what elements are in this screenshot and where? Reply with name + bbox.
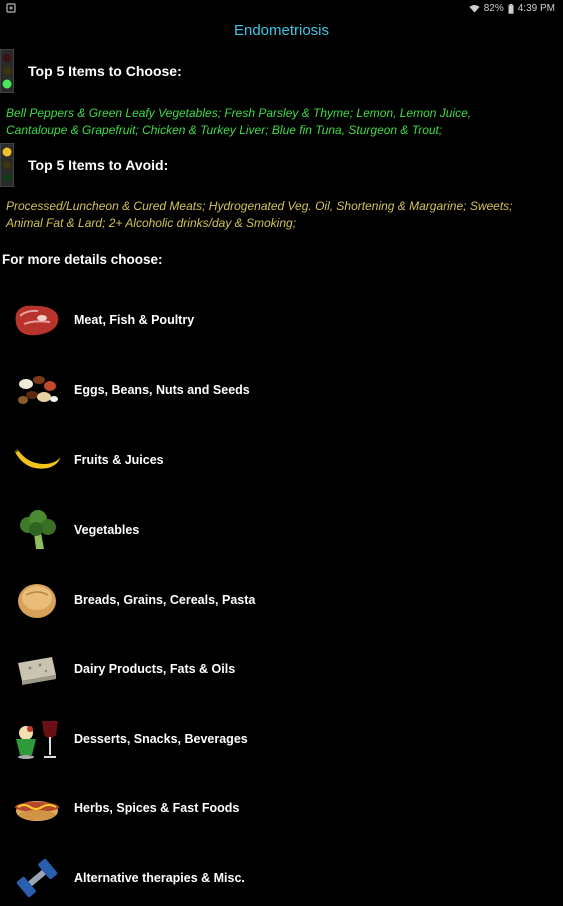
choose-list [6,105,556,139]
avoid-list [6,198,556,232]
category-vegetables[interactable] [0,502,563,558]
category-label: Vegetables [74,523,140,537]
bread-icon [10,577,64,623]
choose-header [0,48,182,94]
avoid-header [0,142,168,188]
status-bar [0,0,563,18]
category-meat-fish-poultry[interactable] [0,292,563,348]
category-label: Breads, Grains, Cereals, Pasta [74,593,256,607]
category-eggs-beans-nuts[interactable] [0,362,563,418]
category-label: Meat, Fish & Poultry [74,313,195,327]
category-label: Dairy Products, Fats & Oils [74,662,236,676]
avoid-line-2: Animal Fat & Lard; 2+ Alcoholic drinks/day & Smoking; [6,216,297,230]
meat-icon [10,297,64,343]
dumbbell-icon [10,855,64,901]
category-label: Fruits & Juices [74,453,164,467]
battery-percent: 82% [483,3,504,14]
wifi-icon [469,4,480,13]
dessert-icon [10,716,64,762]
category-dairy-fats-oils[interactable] [0,641,563,697]
category-label: Alternative therapies & Misc. [74,871,245,885]
choose-line-2: Cantaloupe & Grapefruit; Chicken & Turkey Liver; Blue fin Tuna, Sturgeon & Trout; [6,123,443,137]
choose-heading: Top 5 Items to Choose: [28,63,182,79]
hotdog-icon [10,785,64,831]
category-label: Desserts, Snacks, Beverages [74,732,248,746]
app-notification-icon [6,3,16,13]
app-title: Endometriosis [233,22,330,39]
broccoli-icon [10,507,64,553]
category-alternative-therapies[interactable] [0,850,563,906]
category-label: Eggs, Beans, Nuts and Seeds [74,383,250,397]
choose-line-1: Bell Peppers & Green Leafy Vegetables; Fresh Parsley & Thyme; Lemon, Lemon Juice, [6,106,472,120]
clock: 4:39 PM [517,3,555,14]
banana-icon [10,437,64,483]
avoid-heading: Top 5 Items to Avoid: [28,157,169,173]
nuts-icon [10,367,64,413]
green-traffic-light-icon [0,49,14,93]
red-traffic-light-icon [0,143,14,187]
category-fruits-juices[interactable] [0,432,563,488]
avoid-line-1: Processed/Luncheon & Cured Meats; Hydrogenated Veg. Oil, Shortening & Margarine; Sweets; [6,199,513,213]
cheese-icon [10,646,64,692]
category-breads-grains[interactable] [0,572,563,628]
category-label: Herbs, Spices & Fast Foods [74,801,240,815]
category-herbs-fast-foods[interactable] [0,780,563,836]
battery-icon [508,4,514,14]
category-desserts-snacks[interactable] [0,711,563,767]
more-details-label: For more details choose: [2,252,163,267]
